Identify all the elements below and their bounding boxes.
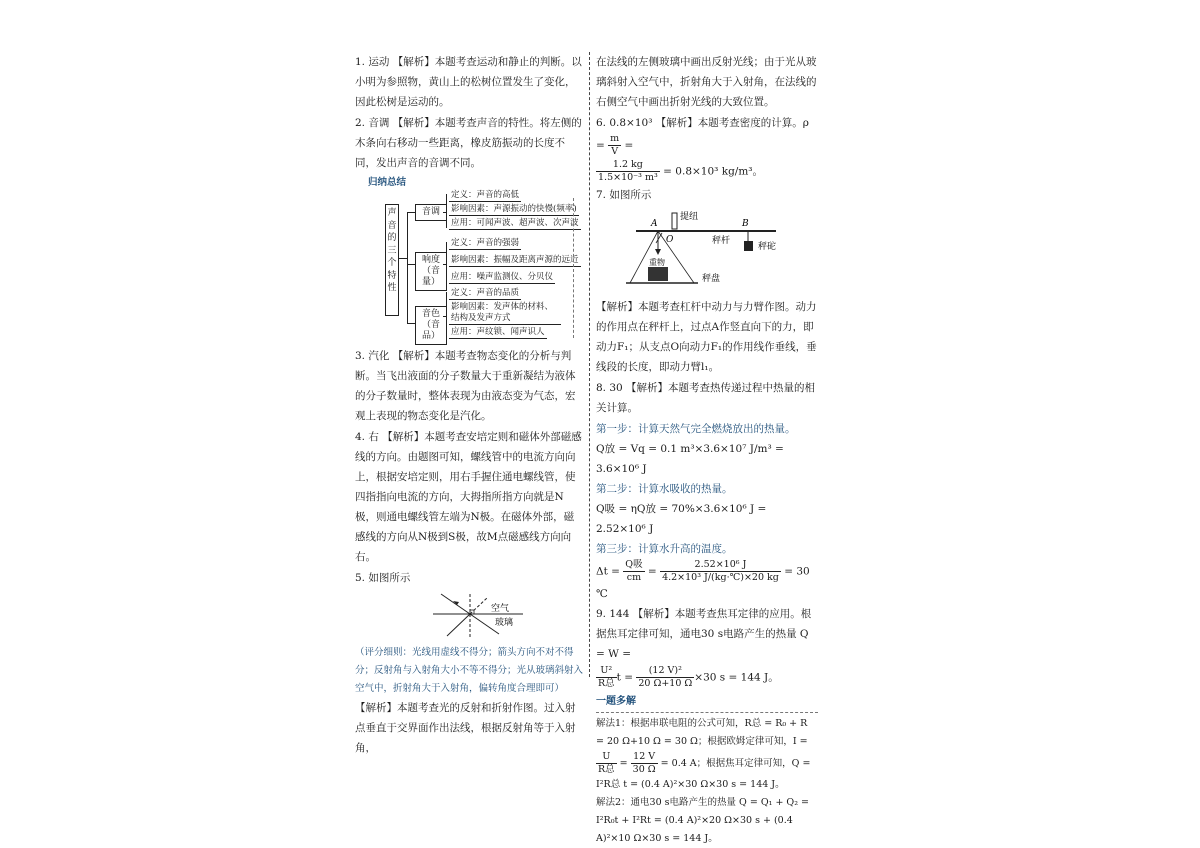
mindmap-root: 声音的三个特性 xyxy=(385,204,399,316)
branch-pitch: 音调 xyxy=(415,204,447,221)
answer-5-scoring-note: （评分细则：光线用虚线不得分；箭头方向不对不得分；反射角与入射角大小不等不得分；光从玻璃斜射入空气中，折射角大于入射角，偏转角度合理即可） xyxy=(355,647,584,694)
column-divider xyxy=(589,52,590,677)
answer-8-eq-2: Q吸 = ηQ放 = 70%×3.6×10⁶ J = 2.52×10⁶ J xyxy=(596,503,767,535)
timbre-application: 应用：声纹锁、闻声识人 xyxy=(451,327,545,337)
answer-6: 6. 0.8×10³ 【解析】本题考查密度的计算。ρ = $\frac{m}{V}$ = xyxy=(596,117,809,157)
answer-3: 3. 汽化 【解析】本题考查物态变化的分析与判断。当飞出液面的分子数量大于重新凝结为液体的分子数量时，整体表现为由液态变为气态，宏观上表现的物态变化是汽化。 xyxy=(355,350,576,422)
weight-label: 秤砣 xyxy=(758,242,777,252)
answer-4: 4. 右 【解析】本题考查安培定则和磁体外部磁感线的方向。由题图可知，螺线管中的电流方向向上，根据安培定则，用右手握住通电螺线管，使四指指向电流的方向，大拇指所指方向就是N极，则通电螺线管左端为N极。在磁体外部，磁感线的方向从N极到S极，故M点磁感线方向向右。 xyxy=(355,431,582,563)
answer-1: 1. 运动 【解析】本题考查运动和静止的判断。以小明为参照物，黄山上的松树位置发生了变化，因此松树是运动的。 xyxy=(355,56,582,108)
answer-8-step-2: 第二步：计算水吸收的热量。 xyxy=(596,483,733,495)
optics-diagram xyxy=(355,592,583,640)
answer-5-analysis: 【解析】本题考查光的反射和折射作图。过入射点垂直于交界面作出法线，根据反射角等于入射角， xyxy=(355,702,576,754)
sound-characteristics-mindmap xyxy=(355,190,583,342)
reflection-refraction-figure xyxy=(355,592,583,640)
solution-1-result: I²R总 t = (0.4 A)²×30 Ω×30 s = 144 J。 xyxy=(596,779,785,790)
answer-6-calc: $\frac{1.2 kg}{\text{1.5×10⁻³ m³}}$ = 0.8×10³ kg/m³。 xyxy=(598,159,763,183)
object-label: 重物 xyxy=(649,258,665,267)
solution-1-formula: $\frac{U}{\text{R总}}$ = $\frac{12 V}{30 \Omega}$ = 0.4 A；根据焦耳定律可知，Q = xyxy=(598,751,811,775)
answer-8-step-1: 第一步：计算天然气完全燃烧放出的热量。 xyxy=(596,423,796,435)
answer-5: 5. 如图所示 xyxy=(355,572,411,584)
summary-title: 归纳总结 xyxy=(368,177,407,188)
glass-label: 玻璃 xyxy=(495,618,514,628)
timbre-factor: 影响因素：发声体的材料、结构及发声方式 xyxy=(449,302,561,325)
branch-timbre: 音色（音品） xyxy=(415,306,447,345)
answer-5-continued: 在法线的左侧玻璃中画出反射光线；由于光从玻璃斜射入空气中，折射角大于入射角，在法线的右侧空气中画出折射光线的大致位置。 xyxy=(596,56,817,108)
pitch-factor: 影响因素：声源振动的快慢(频率) xyxy=(451,204,577,214)
left-column xyxy=(355,52,583,759)
pitch-application: 应用：可闻声波、超声波、次声波 xyxy=(451,218,579,228)
pan-label: 秤盘 xyxy=(702,274,721,284)
answer-8: 8. 30 【解析】本题考查热传递过程中热量的相关计算。 xyxy=(596,382,816,414)
loudness-factor: 影响因素：振幅及距离声源的远近 xyxy=(451,255,579,265)
bar-label: 秤杆 xyxy=(712,236,731,246)
steelyard-figure xyxy=(596,209,818,293)
loudness-definition: 定义：声音的强弱 xyxy=(451,238,520,248)
solution-2: 解法2：通电30 s电路产生的热量 Q = Q₁ + Q₂ = I²R₀t + I²Rt = (0.4 A)²×20 Ω×30 s + (0.4 A)²×10 Ω×30 s = 144 J。 xyxy=(596,797,810,844)
answer-8-step-3: 第三步：计算水升高的温度。 xyxy=(596,543,733,555)
answer-2: 2. 音调 【解析】本题考查声音的特性。将左侧的木条向右移动一些距离，橡皮筋振动的长度不同，发出声音的音调不同。 xyxy=(355,117,582,169)
point-b-label: B xyxy=(742,219,749,229)
answer-9-formula: $\frac{\text{U²}}{\text{R总}}$ t = $\frac{\text{(12 V)²}}{20 \Omega+10 \Omega}$ ×30 s = 144 J。 xyxy=(598,665,779,689)
pitch-definition: 定义：声音的高低 xyxy=(451,190,520,200)
point-o-label: O xyxy=(666,235,674,245)
solution-1: 解法1：根据串联电阻的公式可知，R总 = R₀ + R = 20 Ω+10 Ω = 30 Ω；根据欧姆定律可知，I = xyxy=(596,718,808,747)
timbre-definition: 定义：声音的品质 xyxy=(451,288,520,298)
answer-8-eq-3: Δt = $\frac{\text{Q吸}}{cm}$ = $\frac{\text{2.52×10⁶ J}}{\text{4.2×10³ J/(kg·℃)×20 kg}}$ = 30 ℃ xyxy=(596,559,810,600)
right-column xyxy=(596,52,818,848)
air-label: 空气 xyxy=(491,604,510,614)
answer-7-analysis: 【解析】本题考查杠杆中动力与力臂作图。动力的作用点在秤杆上，过点A作竖直向下的力，即动力F₁；从支点O向动力F₁的作用线作垂线，垂线段的长度，即动力臂l₁。 xyxy=(596,301,817,373)
answer-9: 9. 144 【解析】本题考查焦耳定律的应用。根据焦耳定律可知，通电30 s电路产生的热量 Q = W = xyxy=(596,608,812,660)
loudness-application: 应用：噪声监测仪、分贝仪 xyxy=(451,272,554,282)
answer-7: 7. 如图所示 xyxy=(596,189,652,201)
branch-loudness: 响度（音量） xyxy=(415,252,447,291)
steelyard-diagram xyxy=(596,209,818,293)
point-a-label: A xyxy=(651,219,658,229)
answer-8-eq-1: Q放 = Vq = 0.1 m³×3.6×10⁷ J/m³ = 3.6×10⁶ J xyxy=(596,443,784,475)
multi-solution-title: 一题多解 xyxy=(596,692,818,713)
rope-label: 提纽 xyxy=(680,212,699,222)
